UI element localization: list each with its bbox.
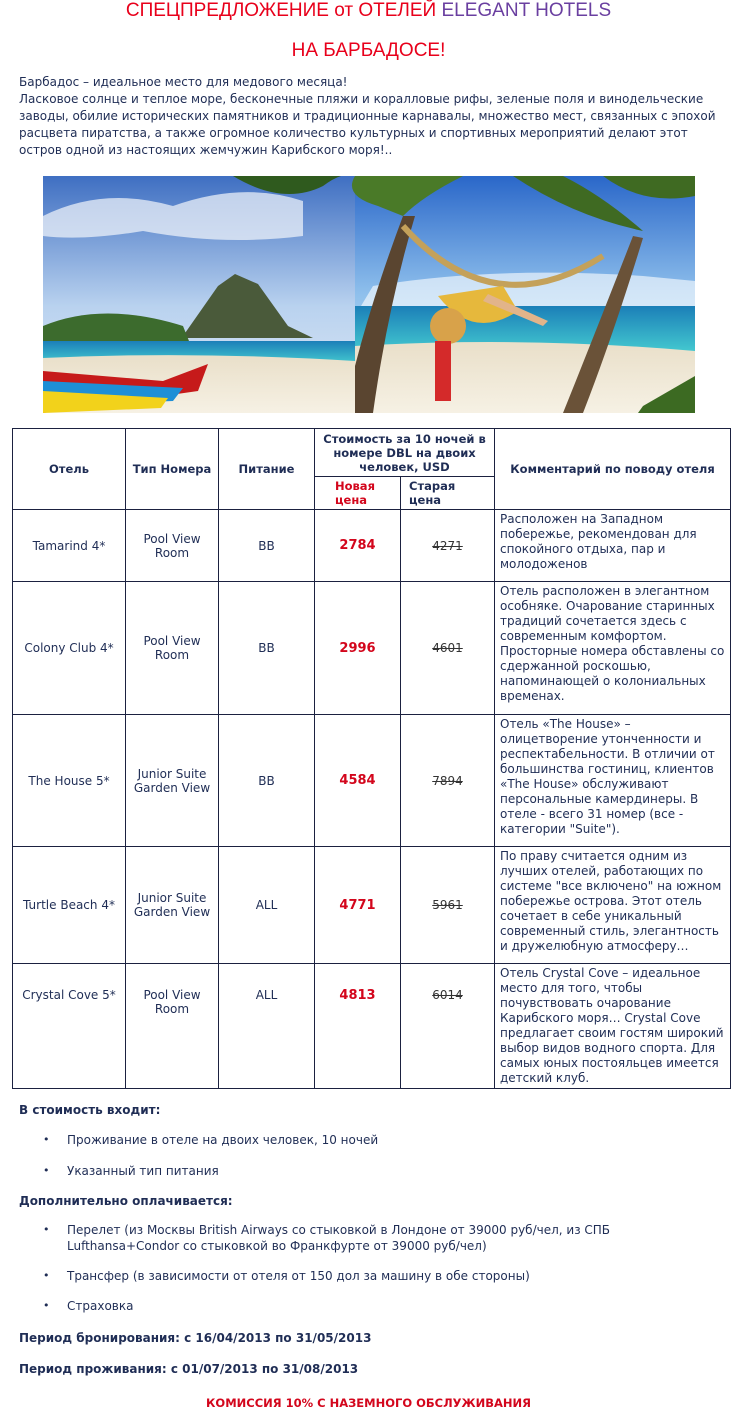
hotel-comment: По праву считается одним из лучших отелей, работающих по системе "все включено" на южном побережье острова. Этот отель сочетает в себе уникальный современный стиль, элегантность и дружелюбную атмосферу…	[495, 847, 731, 964]
room-type: Junior Suite Garden View	[126, 847, 219, 964]
new-price: 2784	[315, 510, 401, 582]
list-item: • Перелет (из Москвы British Airways со стыковкой в Лондоне от 39000 руб/чел, из СПБ Lufthansa+Condor со стыковкой во Франкфурте от 39000 руб/чел)	[19, 1222, 719, 1254]
old-price: 5961	[401, 847, 495, 964]
header-old-price: Старая цена	[401, 477, 495, 510]
new-price: 2996	[315, 582, 401, 715]
new-price: 4813	[315, 964, 401, 1089]
list-item: • Указанный тип питания	[19, 1163, 378, 1179]
header-meal: Питание	[219, 429, 315, 510]
new-price: 4771	[315, 847, 401, 964]
meal-plan: BB	[219, 582, 315, 715]
meal-plan: BB	[219, 715, 315, 847]
hotel-name: Tamarind 4*	[13, 510, 126, 582]
header-new-price: Новая цена	[315, 477, 401, 510]
title-prefix: СПЕЦПРЕДЛОЖЕНИЕ от ОТЕЛЕЙ	[125, 0, 442, 21]
hotel-comment: Отель «The House» – олицетворение утонченности и респектабельности. В отличии от большинства гостиниц, клиентов «The House» обслуживают персональные камердинеры. В отеле - всего 31 номер (все - категории "Suite").	[495, 715, 731, 847]
header-room-type: Тип Номера	[126, 429, 219, 510]
hotel-name: Crystal Cove 5*	[13, 964, 126, 1089]
extra-heading: Дополнительно оплачивается:	[19, 1194, 233, 1208]
extra-section	[19, 1194, 719, 1314]
room-type: Junior Suite Garden View	[126, 715, 219, 847]
meal-plan: ALL	[219, 964, 315, 1089]
hotel-comment: Отель Crystal Cove – идеальное место для того, чтобы почувствовать очарование Карибского моря… Crystal Cove предлагает своим гостям широкий выбор видов водного спорта. Для самых юных постояльцев имеется детский клуб.	[495, 964, 731, 1089]
table-row	[13, 847, 731, 964]
old-price: 7894	[401, 715, 495, 847]
beach-photo	[43, 176, 695, 413]
table-row	[13, 510, 731, 582]
commission-note: КОМИССИЯ 10% С НАЗЕМНОГО ОБСЛУЖИВАНИЯ	[206, 1396, 531, 1410]
header-price: Стоимость за 10 ночей в номере DBL на двоих человек, USD	[315, 429, 495, 477]
hotel-name: Colony Club 4*	[13, 582, 126, 715]
hotel-name: Turtle Beach 4*	[13, 847, 126, 964]
intro-text	[19, 74, 724, 159]
brand-name: ELEGANT HOTELS	[441, 0, 612, 21]
room-type: Pool View Room	[126, 510, 219, 582]
page-subtitle: НА БАРБАДОСЕ!	[291, 40, 446, 61]
old-price: 4271	[401, 510, 495, 582]
hotel-comment: Отель расположен в элегантном особняке. Очарование старинных традиций сочетается здесь с современным комфортом. Просторные номера обставлены со сдержанной роскошью, напоминающей о колониальных временах.	[495, 582, 731, 715]
header-comment: Комментарий по поводу отеля	[495, 429, 731, 510]
booking-period: Период бронирования: с 16/04/2013 по 31/05/2013	[19, 1331, 372, 1345]
included-heading: В стоимость входит:	[19, 1103, 161, 1117]
old-price: 4601	[401, 582, 495, 715]
hotel-name: The House 5*	[13, 715, 126, 847]
new-price: 4584	[315, 715, 401, 847]
table-row	[13, 964, 731, 1089]
page-title	[0, 0, 737, 22]
header-hotel: Отель	[13, 429, 126, 510]
list-item: • Страховка	[19, 1298, 719, 1314]
meal-plan: BB	[219, 510, 315, 582]
room-type: Pool View Room	[126, 582, 219, 715]
old-price: 6014	[401, 964, 495, 1089]
stay-period: Период проживания: с 01/07/2013 по 31/08/2013	[19, 1362, 359, 1376]
table-row	[13, 715, 731, 847]
included-section	[19, 1103, 378, 1179]
list-item: • Трансфер (в зависимости от отеля от 150 дол за машину в обе стороны)	[19, 1268, 719, 1284]
hotels-table	[12, 428, 731, 1089]
intro-line-2: Ласковое солнце и теплое море, бесконечные пляжи и коралловые рифы, зеленые поля и винодельческие заводы, обилие исторических памятников и традиционные карнавалы, множество мест, связанных с эпохой расцвета пиратства, а также огромное количество культурных и спортивных мероприятий делают этот остров одной из настоящих жемчужин Карибского моря!..	[19, 92, 716, 157]
table-row	[13, 582, 731, 715]
meal-plan: ALL	[219, 847, 315, 964]
hotel-comment: Расположен на Западном побережье, рекомендован для спокойного отдыха, пар и молодоженов	[495, 510, 731, 582]
list-item: • Проживание в отеле на двоих человек, 10 ночей	[19, 1132, 378, 1148]
intro-line-1: Барбадос – идеальное место для медового месяца!	[19, 75, 348, 89]
room-type: Pool View Room	[126, 964, 219, 1089]
